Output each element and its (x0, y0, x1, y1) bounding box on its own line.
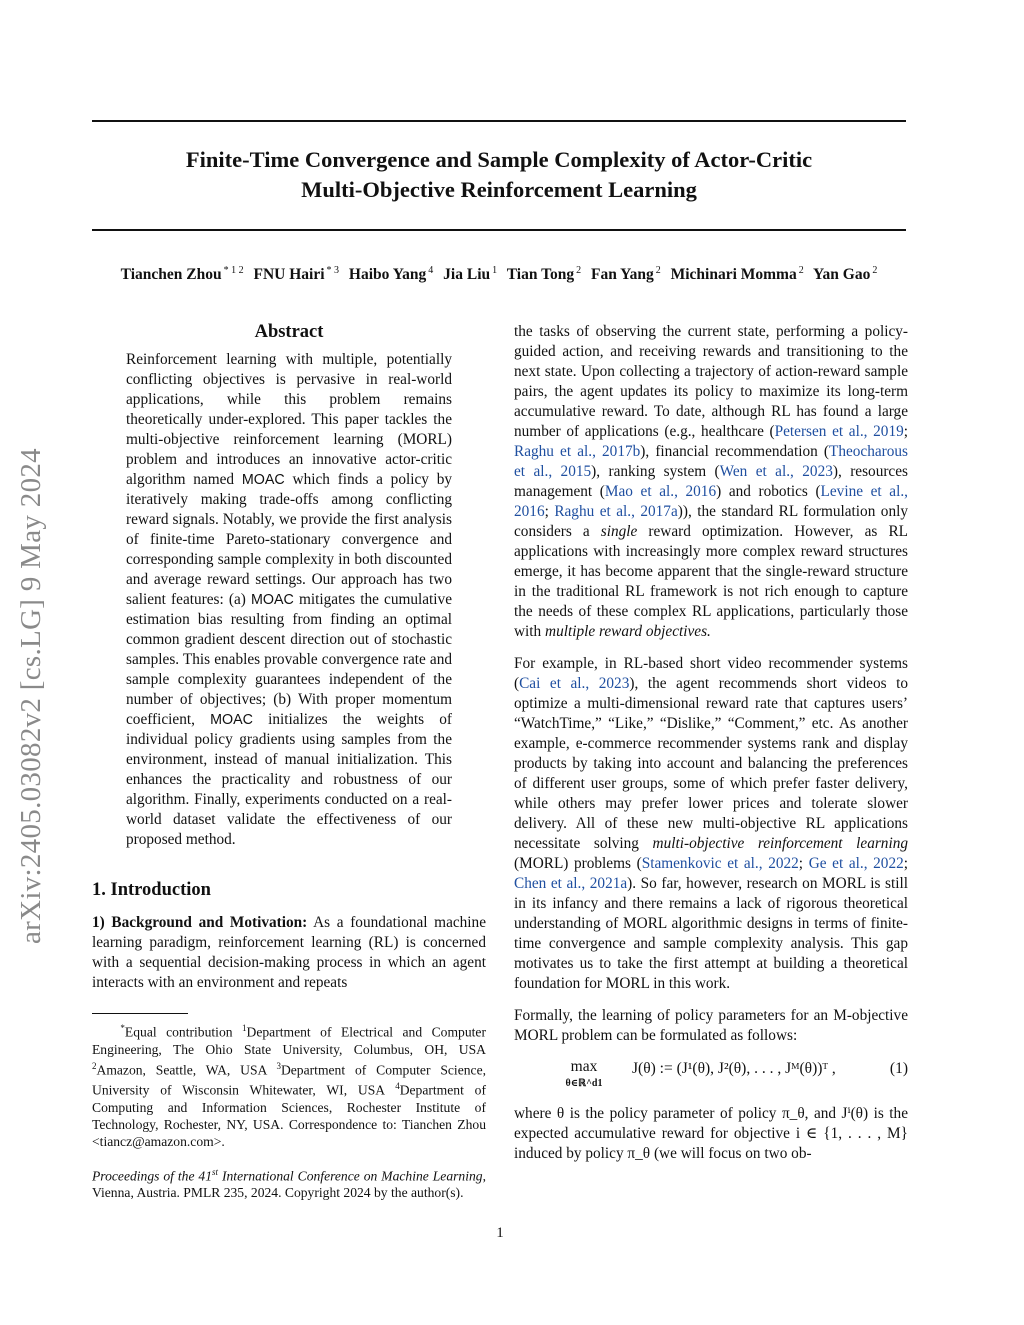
intro-paragraph (92, 913, 486, 993)
emphasis-text: multiple reward objectives. (545, 623, 711, 640)
paragraph-text: ), ranking system ( (591, 463, 720, 480)
affiliation-marks: 2 (655, 265, 661, 276)
emphasis-text: multi-objective reinforcement learning (652, 835, 909, 852)
section-heading-introduction: 1. Introduction (92, 880, 211, 900)
affiliation-marks: 2 (576, 265, 582, 276)
footnote-text: Department of Electrical and Computer Engineering, The Ohio State University, Columbus, OH, USA (92, 1024, 486, 1057)
title-line-1: Finite-Time Convergence and Sample Complexity of Actor-Critic (185, 147, 813, 172)
footnote-rule (92, 1013, 188, 1014)
author-name: Haibo Yang (348, 266, 427, 284)
author-list (92, 265, 912, 284)
paragraph-text: ), financial recommendation ( (640, 443, 829, 460)
footnote-text: Department of Computing and Information Sciences, Rochester Institute of Technology, Rochester, NY, USA. Correspondence to: Tianchen Zhou <tiancz@amazon.com>. (92, 1082, 486, 1149)
author-name: FNU Hairi (253, 266, 325, 284)
left-column (92, 322, 486, 1005)
author-name: Tianchen Zhou (120, 266, 222, 284)
paragraph-text: (MORL) problems ( (514, 855, 642, 872)
equation-subscript: θ∈ℝ^d1 (565, 1078, 603, 1089)
equation-operator (536, 1058, 632, 1092)
footnote-text: Proceedings of the (92, 1168, 199, 1184)
affiliation-marks: 2 (798, 265, 804, 276)
paragraph-text: ; (903, 423, 908, 440)
abstract-text: mitigates the cumulative estimation bias resulting from finding an optimal common gradient descent direction out of stochastic samples. This enables provable convergence rate and sample complexity guarantees independent of the number of objectives; (b) With proper momentum coefficient, (126, 591, 452, 728)
citation-link[interactable]: Mao et al., 2016 (604, 483, 717, 500)
affiliation-marks: * 3 (326, 265, 340, 276)
abstract-body (126, 350, 452, 850)
footnote-text: 41 (198, 1168, 213, 1184)
paragraph-text: ; (544, 503, 555, 520)
paragraph-text: ). So far, however, research on MORL is still in its infancy and there remains a lack of rigorous theoretical understanding of MORL algorithmic designs in terms of finite-time convergence and sample complexity analysis. This gap motivates us to take the first attempt at building a theoretical foundation for MORL in this work. (514, 875, 908, 992)
paragraph-text: )), the standard RL formulation only considers a (514, 503, 908, 540)
algorithm-name: MOAC (210, 712, 253, 728)
right-column (514, 322, 908, 1176)
paper-title (92, 145, 906, 205)
emphasis-text: single (600, 523, 638, 540)
paragraph-text: ) and robotics ( (716, 483, 821, 500)
footnote-mark: 2 (92, 1060, 97, 1071)
paragraph-text: As a foundational machine learning paradigm, reinforcement learning (RL) is concerned with a sequential decision-making process in which an agent interacts with an environment and repeats (92, 914, 486, 991)
citation-link[interactable]: Wen et al., 2023 (719, 463, 833, 480)
title-top-rule (92, 120, 906, 122)
citation-link[interactable]: Raghu et al., 2017a (554, 503, 678, 520)
proceedings-footnote (92, 1164, 486, 1202)
citation-link[interactable]: Ge et al., 2022 (808, 855, 904, 872)
citation-link[interactable]: Petersen et al., 2019 (774, 423, 904, 440)
affiliation-marks: 4 (428, 265, 434, 276)
paragraph-text: ), the agent recommends short videos to optimize a multi-dimensional reward rate that captures users’ “WatchTime,” “Like,” “Dislike,” “Comment,” etc. As another example, e-commerce recommender systems rank and display products by taking into account and balancing the preferences of different user groups, some of which prefer faster delivery, while others may prefer lower prices and tolerate slower delivery. All of these new multi-objective RL applications necessitate solving (514, 675, 908, 852)
equation-body: J(θ) := (J¹(θ), J²(θ), . . . , Jᴹ(θ))ᵀ , (632, 1060, 836, 1077)
body-paragraph: Formally, the learning of policy parameters for an M-objective MORL problem can be formulated as follows: (514, 1007, 908, 1044)
abstract-text: which finds a policy by iteratively making trade-offs among conflicting reward signals. Notably, we provide the first analysis of finite-time Pareto-stationary convergence and corresponding sample complexity in both discounted and average reward settings. Our approach has two salient features: (a) (126, 471, 453, 608)
paragraph-text: ; (903, 855, 908, 872)
footnote-mark: st (212, 1166, 219, 1177)
citation-link[interactable]: Levine et al., 2016 (514, 483, 908, 520)
affiliation-marks: 2 (872, 265, 878, 276)
body-paragraph (514, 654, 908, 994)
citation-link[interactable]: Stamenkovic et al., 2022 (641, 855, 799, 872)
algorithm-name: MOAC (241, 472, 285, 488)
body-paragraph: where θ is the policy parameter of policy π_θ, and Jⁱ(θ) is the expected accumulative reward for objective i ∈ {1, . . . , M} induced by policy π_θ (we will focus on two ob- (514, 1105, 908, 1162)
title-line-2: Multi-Objective Reinforcement Learning (301, 177, 697, 202)
footnotes (92, 1013, 486, 1215)
abstract-text: Reinforcement learning with multiple, potentially conflicting objectives is pervasive in real-world applications, while this problem remains theoretically under-explored. This paper tackles the multi-objective reinforcement learning (MORL) problem and introduces an innovative actor-critic algorithm named (126, 351, 452, 488)
affiliation-marks: 1 (492, 265, 498, 276)
equation-max: max (570, 1058, 598, 1075)
footnote-text: Amazon, Seattle, WA, USA (96, 1062, 277, 1078)
footnote-text: Equal contribution (124, 1024, 243, 1040)
paragraph-text: the tasks of observing the current state, performing a policy-guided action, and receiving rewards and transitioning to the next state. Upon collecting a trajectory of action-reward sample pairs, the agent updates its policy to maximize its long-term accumulative reward. To date, although RL has found a large number of applications (e.g., healthcare ( (514, 323, 908, 440)
paragraph-text: reward optimization. However, as RL applications with increasingly more complex reward structures emerge, it has become apparent that the single-reward structure in the traditional RL framework is not rich enough to capture the needs of these complex RL applications, particularly those with (514, 523, 908, 640)
author-name: Michinari Momma (670, 266, 797, 284)
paragraph-lead: 1) Background and Motivation: (92, 914, 308, 931)
affiliations-footnote (92, 1020, 486, 1150)
author-name: Tian Tong (506, 266, 575, 284)
author-name: Jia Liu (443, 266, 491, 284)
footnote-text: Department of Computer Science, University of Wisconsin Whitewater, WI, USA (92, 1062, 486, 1098)
footnote-mark: 3 (276, 1060, 281, 1071)
equation-number: (1) (889, 1060, 908, 1077)
abstract-heading: Abstract (254, 322, 324, 342)
footnote-text: , Vienna, Austria. PMLR 235, 2024. Copyright 2024 by the author(s). (92, 1168, 486, 1201)
abstract-text: initializes the weights of individual policy gradients using samples from the environment, instead of manual initialization. This enhances the practicality and robustness of our algorithm. Finally, experiments conducted on a real-world dataset validate the effectiveness of our proposed method. (126, 711, 452, 848)
paragraph-text: ; (798, 855, 809, 872)
author-name: Fan Yang (590, 266, 654, 284)
algorithm-name: MOAC (250, 592, 294, 608)
title-bottom-rule (92, 229, 906, 231)
affiliation-marks: * 1 2 (223, 265, 244, 276)
citation-link[interactable]: Chen et al., 2021a (514, 875, 628, 892)
citation-link[interactable]: Theocharous et al., 2015 (514, 443, 908, 480)
footnote-mark: 1 (242, 1023, 247, 1033)
equation-1 (514, 1058, 908, 1092)
citation-link[interactable]: Raghu et al., 2017b (514, 443, 641, 460)
paragraph-text: For example, in RL-based short video recommender systems ( (514, 655, 908, 692)
footnote-mark: * (120, 1023, 125, 1033)
author-name: Yan Gao (813, 266, 871, 284)
body-paragraph (514, 322, 908, 642)
arxiv-identifier: arXiv:2405.03082v2 [cs.LG] 9 May 2024 (15, 448, 47, 944)
page-number: 1 (496, 1225, 504, 1241)
footnote-text: International Conference on Machine Learning (218, 1168, 483, 1184)
citation-link[interactable]: Cai et al., 2023 (519, 675, 630, 692)
footnote-mark: 4 (395, 1081, 400, 1092)
paragraph-text: ), resources management ( (514, 463, 908, 500)
